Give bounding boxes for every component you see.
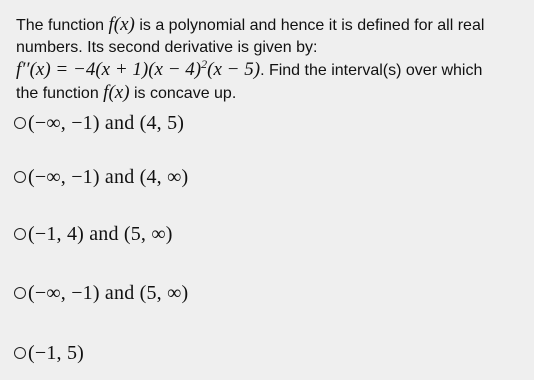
equation-lhs: f′′(x) = −4(x + 1)(x − 4)	[16, 59, 202, 80]
answer-option-2[interactable]	[14, 164, 188, 190]
radio-button-icon[interactable]	[14, 171, 26, 183]
question-line-1	[16, 14, 528, 37]
answer-option-label: (−1, 5)	[28, 341, 84, 364]
radio-button-icon[interactable]	[14, 228, 26, 240]
equation-exponent: 2	[201, 57, 208, 71]
answer-option-label: (−∞, −1) and (5, ∞)	[28, 281, 189, 304]
equation-rhs: (x − 5)	[207, 59, 261, 80]
answer-option-label: (−∞, −1) and (4, 5)	[28, 111, 185, 134]
answer-option-3[interactable]	[14, 221, 173, 247]
question-text-part: . Find the interval(s) over which	[260, 62, 483, 79]
question-line-2: numbers. Its second derivative is given by:	[16, 39, 318, 56]
answer-option-label: (−1, 4) and (5, ∞)	[28, 222, 173, 245]
question-line-4	[16, 82, 528, 105]
answer-option-label: (−∞, −1) and (4, ∞)	[28, 165, 189, 188]
derivative-equation	[16, 59, 260, 80]
question-line-3	[16, 59, 528, 82]
function-math: f(x)	[103, 82, 130, 103]
radio-button-icon[interactable]	[14, 117, 26, 129]
question-text-part: is a polynomial and hence it is defined for all real	[134, 17, 485, 34]
answer-option-4[interactable]	[14, 280, 188, 306]
question-text	[16, 14, 528, 105]
answer-option-5[interactable]	[14, 340, 84, 366]
question-text-part: The function	[16, 17, 109, 34]
radio-button-icon[interactable]	[14, 347, 26, 359]
function-math: f(x)	[108, 14, 135, 35]
question-text-part: the function	[16, 85, 104, 102]
answer-option-1[interactable]	[14, 110, 184, 136]
radio-button-icon[interactable]	[14, 287, 26, 299]
question-text-part: is concave up.	[129, 85, 237, 102]
